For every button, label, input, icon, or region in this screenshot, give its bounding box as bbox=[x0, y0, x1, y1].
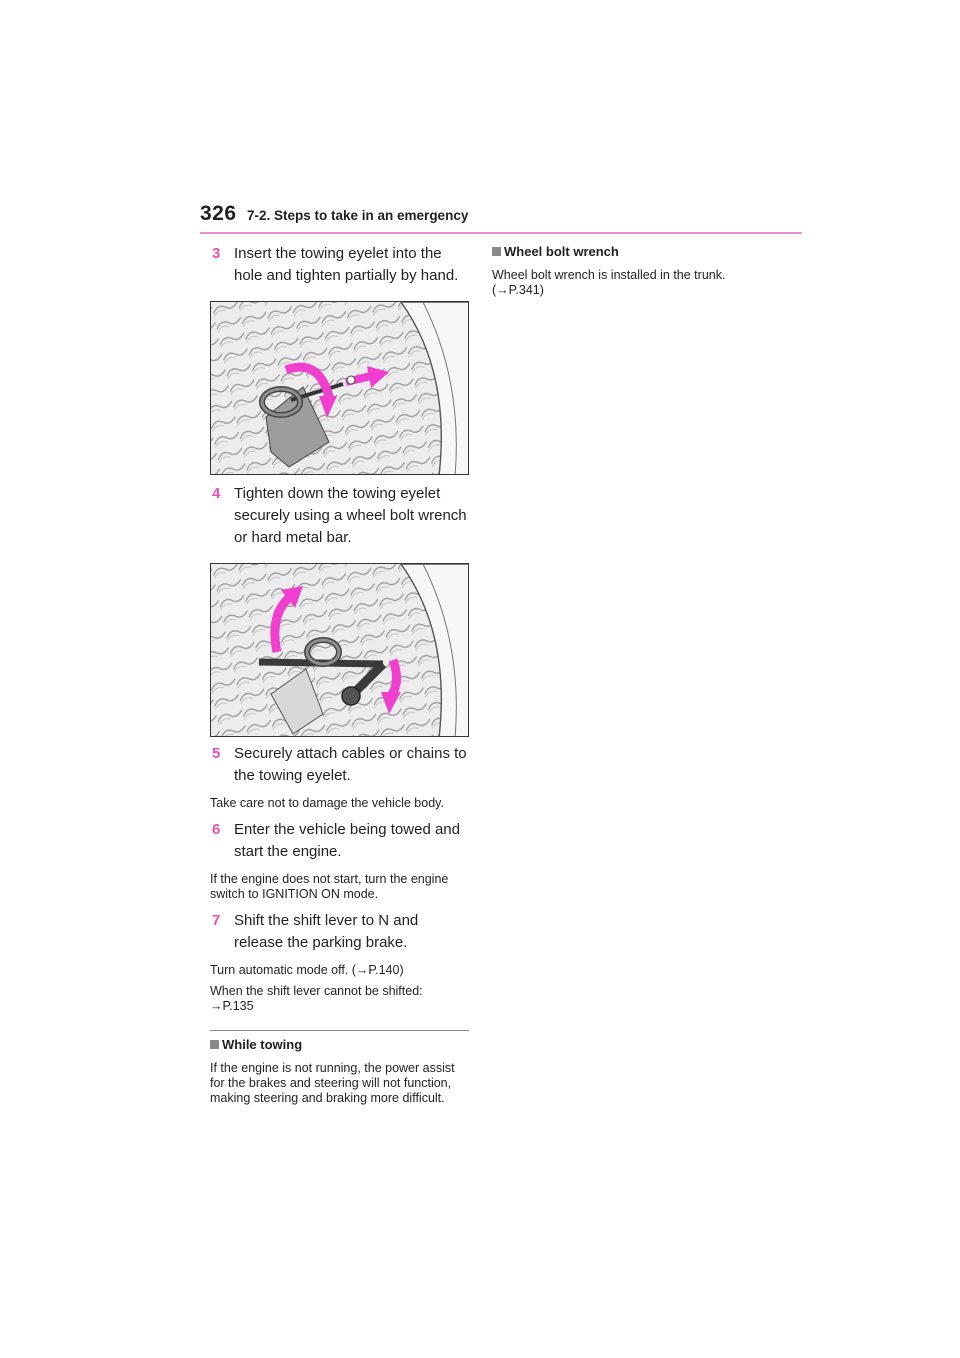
right-column bbox=[492, 243, 802, 298]
step-6 bbox=[210, 819, 468, 863]
step-3 bbox=[210, 243, 468, 287]
page-number: 326 bbox=[200, 202, 237, 225]
left-column bbox=[210, 243, 468, 1106]
step-5-note: Take care not to damage the vehicle body. bbox=[210, 796, 444, 810]
step-7-note-shift-lever: When the shift lever cannot be shifted: →P.135 bbox=[210, 984, 423, 1013]
step-text: Shift the shift lever to N and release the parking brake. bbox=[234, 912, 419, 951]
wheel-bolt-wrench-heading: Wheel bolt wrench bbox=[492, 244, 802, 260]
step-number: 5 bbox=[212, 745, 221, 762]
wheel-bolt-wrench-text: Wheel bolt wrench is installed in the trunk. (→P.341) bbox=[492, 268, 726, 297]
step-text: Enter the vehicle being towed and start the engine. bbox=[234, 821, 460, 860]
step-text: Tighten down the towing eyelet securely using a wheel bolt wrench or hard metal bar. bbox=[234, 485, 467, 546]
page-header bbox=[200, 202, 802, 236]
step-number: 3 bbox=[212, 245, 221, 262]
step-number: 7 bbox=[212, 912, 221, 929]
figure-insert-eyelet bbox=[210, 301, 469, 475]
step-6-note: If the engine does not start, turn the engine switch to IGNITION ON mode. bbox=[210, 872, 449, 901]
step-7-note-automatic-mode: Turn automatic mode off. (→P.140) bbox=[210, 963, 404, 977]
step-number: 4 bbox=[212, 485, 221, 502]
section-title: 7-2. Steps to take in an emergency bbox=[247, 208, 469, 223]
step-number: 6 bbox=[212, 821, 221, 838]
while-towing-text: If the engine is not running, the power assist for the brakes and steering will not function, making steering and braking more difficult. bbox=[210, 1061, 455, 1105]
step-7 bbox=[210, 910, 468, 954]
step-4 bbox=[210, 483, 468, 549]
while-towing-heading: While towing bbox=[210, 1037, 468, 1053]
step-5 bbox=[210, 743, 468, 787]
figure-tighten-eyelet bbox=[210, 563, 469, 737]
square-bullet-icon bbox=[210, 1040, 219, 1049]
illustration-insert-eyelet bbox=[211, 302, 469, 475]
header-rule bbox=[200, 232, 802, 234]
step-text: Securely attach cables or chains to the towing eyelet. bbox=[234, 745, 467, 784]
step-text: Insert the towing eyelet into the hole and tighten partially by hand. bbox=[234, 245, 459, 284]
illustration-tighten-eyelet bbox=[211, 564, 469, 737]
square-bullet-icon bbox=[492, 247, 501, 256]
section-divider bbox=[210, 1030, 469, 1031]
